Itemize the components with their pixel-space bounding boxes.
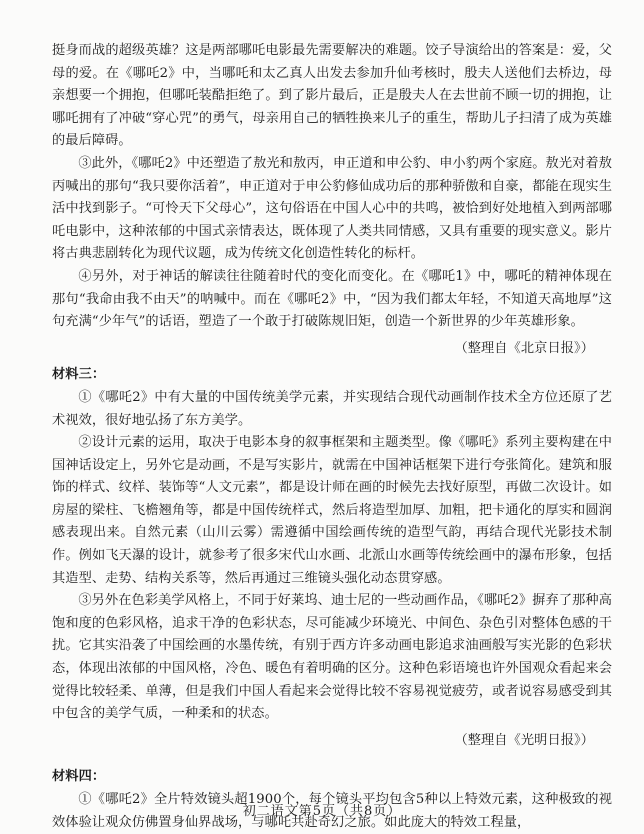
- material-3-heading: 材料三：: [52, 367, 106, 383]
- source-citation-beijing-daily: （整理自《北京日报》）: [454, 340, 594, 356]
- section-gap: [52, 756, 612, 764]
- material-4-heading: 材料四：: [52, 769, 106, 785]
- page-footer: 初二语文第5页（共8页）: [242, 804, 402, 819]
- source-citation-guangming-daily: （整理自《光明日报》）: [454, 732, 594, 748]
- page-content: [52, 40, 612, 834]
- material-4-paragraph-1: ①《哪吒2》全片特效镜头超1900个，每个镜头平均包含5种以上特效元素，这种极致的视效体验让观众仿佛置身仙界战场，与哪吒共赴奇幻之旅。如此庞大的特效工程量，: [52, 792, 612, 830]
- paragraph-3: ③此外，《哪吒2》中还塑造了敖光和敖丙，申正道和申公豹、申小豹两个家庭。敖光对着敖丙喊出的那句“我只要你活着”，申正道对于申公豹修仙成功后的那种骄傲和自豪，都能在现实生活中找到影子。“可怜天下父母心”，这句俗语在中国人心中的共鸣，被恰到好处地植入到两部哪吒电影中，这种浓郁的中国式亲情表达，既体现了人类共同情感，又具有重要的现实意义。影片将古典悲剧转化为现代议题，成为传统文化创造性转化的标杆。: [52, 155, 612, 262]
- paragraph-4: ④另外，对于神话的解读往往随着时代的变化而变化。在《哪吒1》中，哪吒的精神体现在那句“我命由我不由天”的呐喊中。而在《哪吒2》中，“因为我们都太年轻，不知道天高地厚”这句充满“少年气”的话语，塑造了一个敢于打破陈规旧矩，创造一个新世界的少年英雄形象。: [52, 268, 612, 330]
- material-3-paragraph-3: ③另外在色彩美学风格上，不同于好莱坞、迪士尼的一些动画作品，《哪吒2》摒弃了那种高饱和度的色彩风格，追求干净的色彩状态，尽可能减少环境光、中间色、杂色引对整体色感的干扰。它其实沿袭了中国绘画的水墨传统，有别于西方许多动画电影追求油画般写实光影的色彩状态，体现出浓郁的中国风格，冷色、暖色有着明确的区分。这种色彩语境也许外国观众看起来会觉得比较轻柔、单薄，但是我们中国人看起来会觉得比较不容易视觉疲劳，或者说容易感受到其中包含的美学气质，一种柔和的状态。: [52, 593, 612, 722]
- paragraph-continued: 挺身而战的超级英雄？这是两部哪吒电影最先需要解决的难题。饺子导演给出的答案是：爱，父母的爱。在《哪吒2》中，当哪吒和太乙真人出发去参加升仙考核时，殷夫人送他们去桥边，母亲想要一个拥抱，但哪吒装酷拒绝了。到了影片最后，正是殷夫人在去世前不顾一切的拥抱，让哪吒拥有了冲破“穿心咒”的勇气，母亲用自己的牺牲换来儿子的重生，帮助儿子扫清了成为英雄的最后障碍。: [52, 43, 612, 149]
- material-3-paragraph-1: ①《哪吒2》中有大量的中国传统美学元素，并实现结合现代动画制作技术全方位还原了艺术视效，很好地弘扬了东方美学。: [52, 389, 612, 428]
- material-3-paragraph-2: ②设计元素的运用，取决于电影本身的叙事框架和主题类型。像《哪吒》系列主要构建在中国神话设定上，另外它是动画，不是写实影片，就需在中国神话框架下进行夸张简化。建筑和服饰的样式、纹样、装饰等“人文元素”，都是设计师在画的时候先去找好原型，再做二次设计。如房屋的梁柱、飞檐翘角等，都是中国传统样式，然后将造型加厚、加粗，把卡通化的厚实和圆润感表现出来。自然元素（山川云雾）需遵循中国绘画传统的造型气韵，再结合现代光影技术制作。例如飞天瀑的设计，就参考了很多宋代山水画、北派山水画等传统绘画中的瀑布形象，包括其造型、走势、结构关系等，然后再通过三维镜头强化动态贯穿感。: [52, 435, 612, 586]
